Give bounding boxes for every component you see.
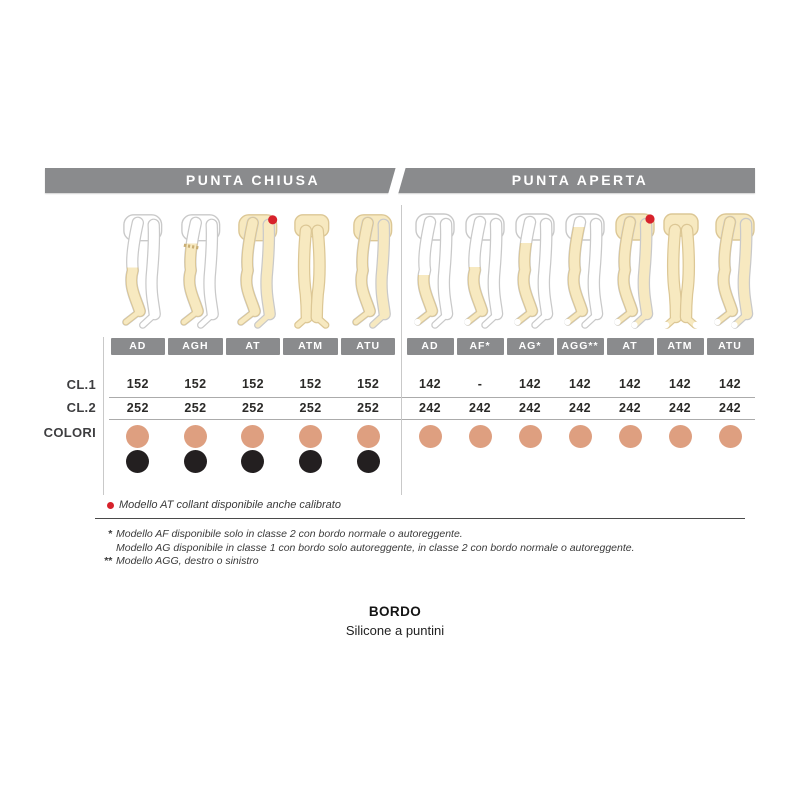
leg-figure	[224, 212, 282, 334]
cl2-value: 242	[618, 401, 642, 415]
color-dot-black	[184, 450, 207, 473]
red-dot-icon	[107, 502, 114, 509]
leg-figure	[655, 212, 705, 334]
model-column-at	[605, 212, 655, 448]
cl1-value: 152	[299, 377, 322, 391]
color-dot-black	[241, 450, 264, 473]
leg-figure	[505, 212, 555, 334]
color-dots	[405, 419, 455, 448]
model-column-agh	[167, 212, 225, 473]
color-dot-beige	[619, 425, 642, 448]
cl2-value: 252	[126, 401, 149, 415]
color-dot-beige	[669, 425, 692, 448]
footnote-marker: **	[103, 555, 112, 567]
cl2-value: 242	[418, 401, 442, 415]
leg-illustration	[224, 212, 282, 334]
leg-illustration	[605, 212, 655, 334]
color-dot-beige	[569, 425, 592, 448]
model-badge: AG*	[507, 338, 554, 355]
cl2-value: 252	[357, 401, 380, 415]
cl1-value: 142	[668, 377, 692, 391]
cl1-value: 142	[418, 377, 442, 391]
leg-illustration	[167, 212, 225, 334]
model-badge: ATM	[283, 338, 338, 355]
bordo-title: BORDO	[368, 604, 422, 619]
leg-illustration	[339, 212, 397, 334]
cl2-value: 252	[299, 401, 322, 415]
color-dot-beige	[719, 425, 742, 448]
row-label-colori: COLORI	[43, 425, 96, 440]
color-dots	[339, 419, 397, 473]
leg-illustration	[109, 212, 167, 334]
color-dot-black	[126, 450, 149, 473]
row-label-cl1: CL.1	[66, 377, 96, 392]
table-left-vline	[103, 337, 104, 495]
leg-figure	[282, 212, 340, 334]
cl1-value: 152	[241, 377, 265, 391]
cl2-underline	[109, 419, 755, 420]
footnotes	[95, 528, 755, 569]
cl2-value: 252	[241, 401, 265, 415]
color-dots	[167, 419, 225, 473]
color-dot-beige	[519, 425, 542, 448]
leg-figure	[109, 212, 167, 334]
footnote-agg	[95, 555, 755, 569]
color-dot-beige	[299, 425, 322, 448]
cl1-value: 152	[126, 377, 149, 391]
model-badge: ATU	[341, 338, 396, 355]
cl1-value: 142	[518, 377, 542, 391]
cl2-value: 242	[568, 401, 592, 415]
model-column-agg	[555, 212, 605, 448]
cl1-value: -	[477, 377, 483, 391]
leg-figure	[705, 212, 755, 334]
model-column-atm	[655, 212, 705, 448]
color-dot-black	[299, 450, 322, 473]
model-column-ad	[109, 212, 167, 473]
leg-figure	[339, 212, 397, 334]
color-dot-beige	[241, 425, 264, 448]
color-dot-beige	[469, 425, 492, 448]
model-badge: AT	[226, 338, 281, 355]
leg-figure	[405, 212, 455, 334]
model-badge: AD	[407, 338, 454, 355]
color-dots	[705, 419, 755, 448]
leg-illustration	[282, 212, 340, 334]
color-dot-beige	[184, 425, 207, 448]
color-dots	[555, 419, 605, 448]
color-dots	[455, 419, 505, 448]
model-column-at	[224, 212, 282, 473]
table-divider-vline	[401, 205, 402, 495]
model-badge: AD	[111, 338, 166, 355]
color-dots	[505, 419, 555, 448]
cl2-value: 242	[668, 401, 692, 415]
cl2-value: 242	[718, 401, 742, 415]
model-column-atu	[339, 212, 397, 473]
leg-illustration	[455, 212, 505, 334]
color-dot-beige	[126, 425, 149, 448]
footnote-text: Modello AF disponibile solo in classe 2 con bordo normale o autoreggente.	[116, 528, 463, 540]
color-dots	[655, 419, 705, 448]
punta-chiusa-header: PUNTA CHIUSA	[185, 172, 321, 188]
cl1-value: 142	[718, 377, 742, 391]
color-dot-black	[357, 450, 380, 473]
model-badge: AGH	[168, 338, 223, 355]
red-dot-note	[107, 499, 341, 511]
row-label-cl2: CL.2	[66, 400, 96, 415]
model-column-ad	[405, 212, 455, 448]
punta-chiusa-table	[109, 212, 397, 473]
cl2-value: 242	[468, 401, 492, 415]
leg-figure	[555, 212, 605, 334]
punta-aperta-table	[405, 212, 755, 448]
color-dot-beige	[357, 425, 380, 448]
cl2-value: 252	[184, 401, 207, 415]
model-column-atm	[282, 212, 340, 473]
leg-figure	[167, 212, 225, 334]
leg-illustration	[705, 212, 755, 334]
cl1-value: 152	[184, 377, 207, 391]
model-badge: AT	[607, 338, 654, 355]
leg-illustration	[655, 212, 705, 334]
model-column-ag	[505, 212, 555, 448]
cl1-value: 152	[357, 377, 380, 391]
footnote-marker: *	[107, 528, 112, 540]
cl1-value: 142	[618, 377, 642, 391]
cl1-value: 142	[568, 377, 592, 391]
leg-illustration	[405, 212, 455, 334]
footnote-af	[95, 528, 755, 542]
footnote-text: Modello AGG, destro o sinistro	[116, 555, 259, 567]
footnotes-separator	[95, 518, 745, 519]
footnote-ag	[95, 542, 755, 556]
leg-figure	[455, 212, 505, 334]
leg-illustration	[555, 212, 605, 334]
model-column-af	[455, 212, 505, 448]
color-dots	[282, 419, 340, 473]
cl2-value: 242	[518, 401, 542, 415]
color-dots	[605, 419, 655, 448]
model-badge: AGG**	[557, 338, 604, 355]
bordo-caption	[0, 604, 790, 638]
color-dots	[224, 419, 282, 473]
model-badge: ATU	[707, 338, 754, 355]
footnote-marker	[95, 542, 116, 556]
cl1-underline	[109, 397, 755, 398]
footnote-text: Modello AG disponibile in classe 1 con bordo solo autoreggente, in classe 2 con bordo normale o autoreggente.	[116, 541, 635, 554]
model-column-atu	[705, 212, 755, 448]
color-dot-beige	[419, 425, 442, 448]
model-badge: ATM	[657, 338, 704, 355]
bordo-subtitle: Silicone a puntini	[345, 623, 445, 638]
color-dots	[109, 419, 167, 473]
punta-aperta-header: PUNTA APERTA	[511, 172, 649, 188]
leg-illustration	[505, 212, 555, 334]
model-badge: AF*	[457, 338, 504, 355]
red-note-text: Modello AT collant disponibile anche calibrato	[119, 499, 341, 511]
leg-figure	[605, 212, 655, 334]
